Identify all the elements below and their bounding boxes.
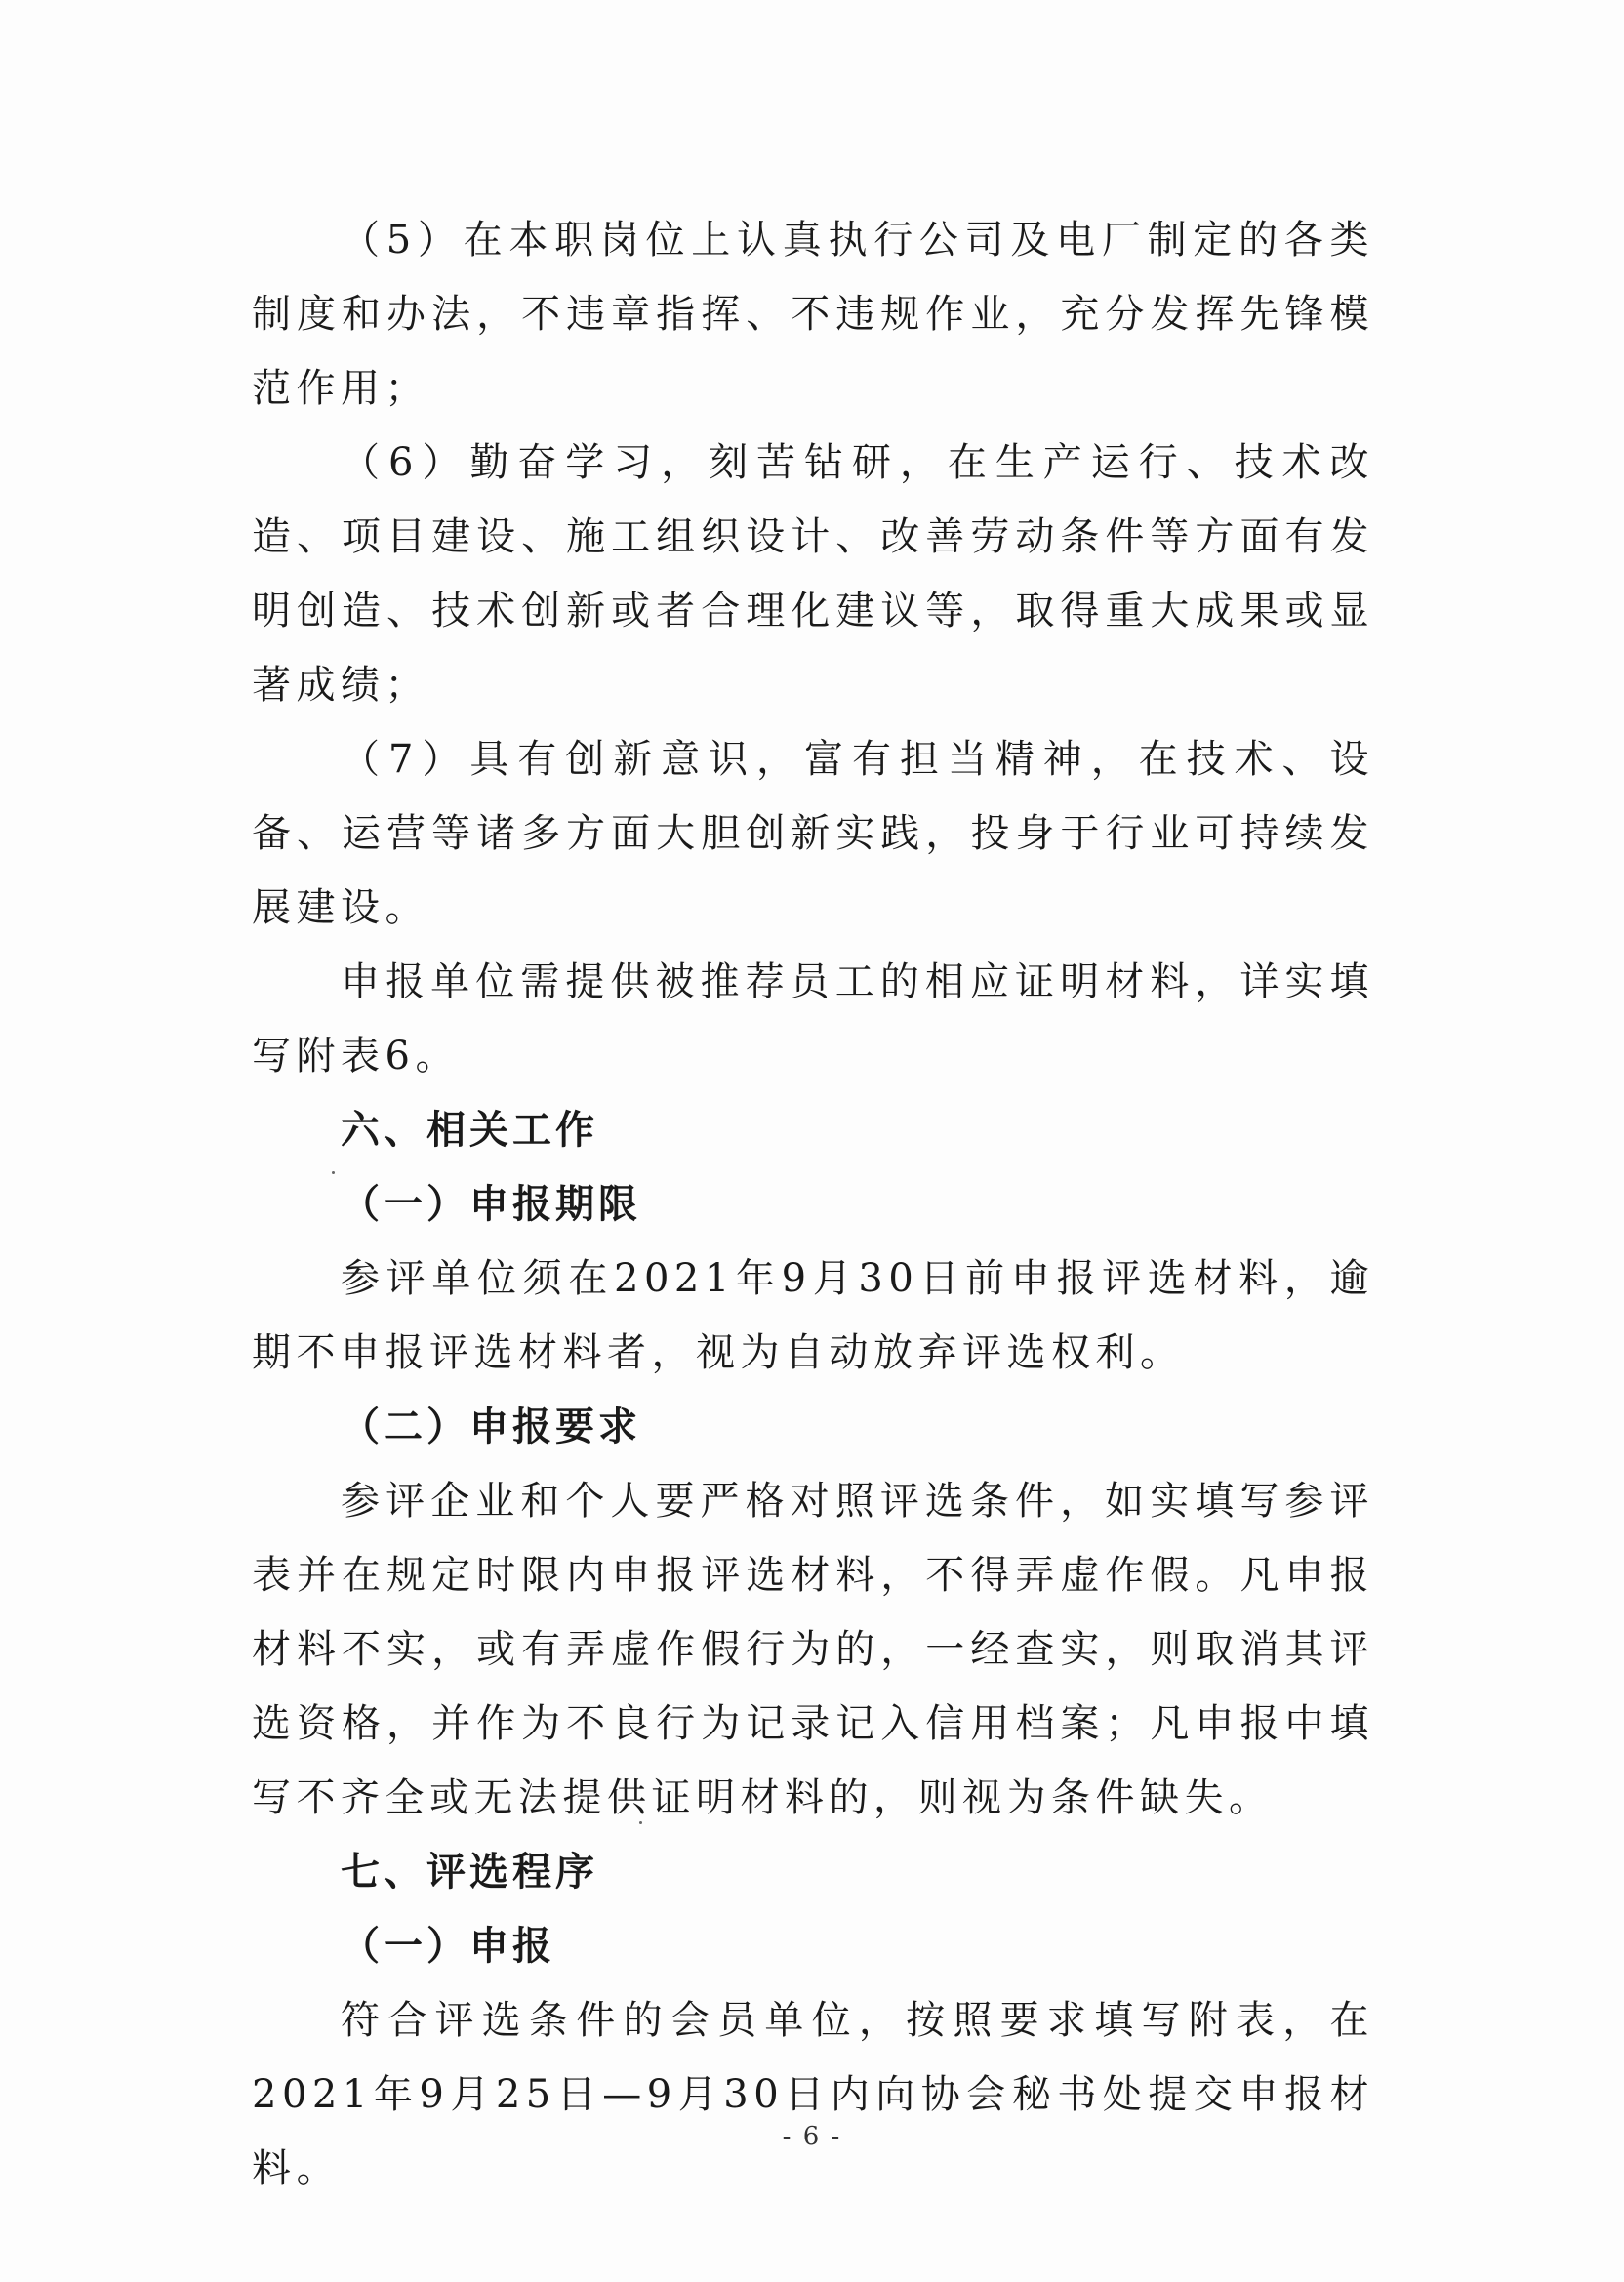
scan-speck (639, 1821, 642, 1824)
subsection-heading-application: （一）申报 (341, 1924, 555, 1969)
document-body (252, 203, 1374, 2206)
scan-speck (332, 1171, 335, 1174)
section-heading-procedure: 七、评选程序 (341, 1850, 598, 1895)
paragraph-item-7: （7）具有创新意识，富有担当精神，在技术、设备、运营等诸多方面大胆创新实践，投身于行业可持续发展建设。 (252, 737, 1374, 930)
subsection-heading-requirements: （二）申报要求 (341, 1405, 641, 1449)
section-heading-related-work: 六、相关工作 (341, 1108, 598, 1153)
paragraph-application: 符合评选条件的会员单位，按照要求填写附表，在2021年9月25日—9月30日内向协会秘书处提交申报材料。 (252, 1998, 1374, 2191)
paragraph-item-5: （5）在本职岗位上认真执行公司及电厂制定的各类制度和办法，不违章指挥、不违规作业，充分发挥先锋模范作用； (252, 218, 1374, 411)
paragraph-evidence-note: 申报单位需提供被推荐员工的相应证明材料，详实填写附表6。 (252, 959, 1374, 1079)
page-number: - 6 - (782, 2122, 842, 2151)
paragraph-deadline: 参评单位须在2021年9月30日前申报评选材料，逾期不申报评选材料者，视为自动放弃评选权利。 (252, 1256, 1374, 1375)
paragraph-requirements: 参评企业和个人要严格对照评选条件，如实填写参评表并在规定时限内申报评选材料，不得弄虚作假。凡申报材料不实，或有弄虚作假行为的，一经查实，则取消其评选资格，并作为不良行为记录记入信用档案；凡申报中填写不齐全或无法提供证明材料的，则视为条件缺失。 (252, 1479, 1374, 1820)
paragraph-item-6: （6）勤奋学习，刻苦钻研，在生产运行、技术改造、项目建设、施工组织设计、改善劳动条件等方面有发明创造、技术创新或者合理化建议等，取得重大成果或显著成绩； (252, 440, 1374, 708)
subsection-heading-deadline: （一）申报期限 (341, 1182, 641, 1227)
